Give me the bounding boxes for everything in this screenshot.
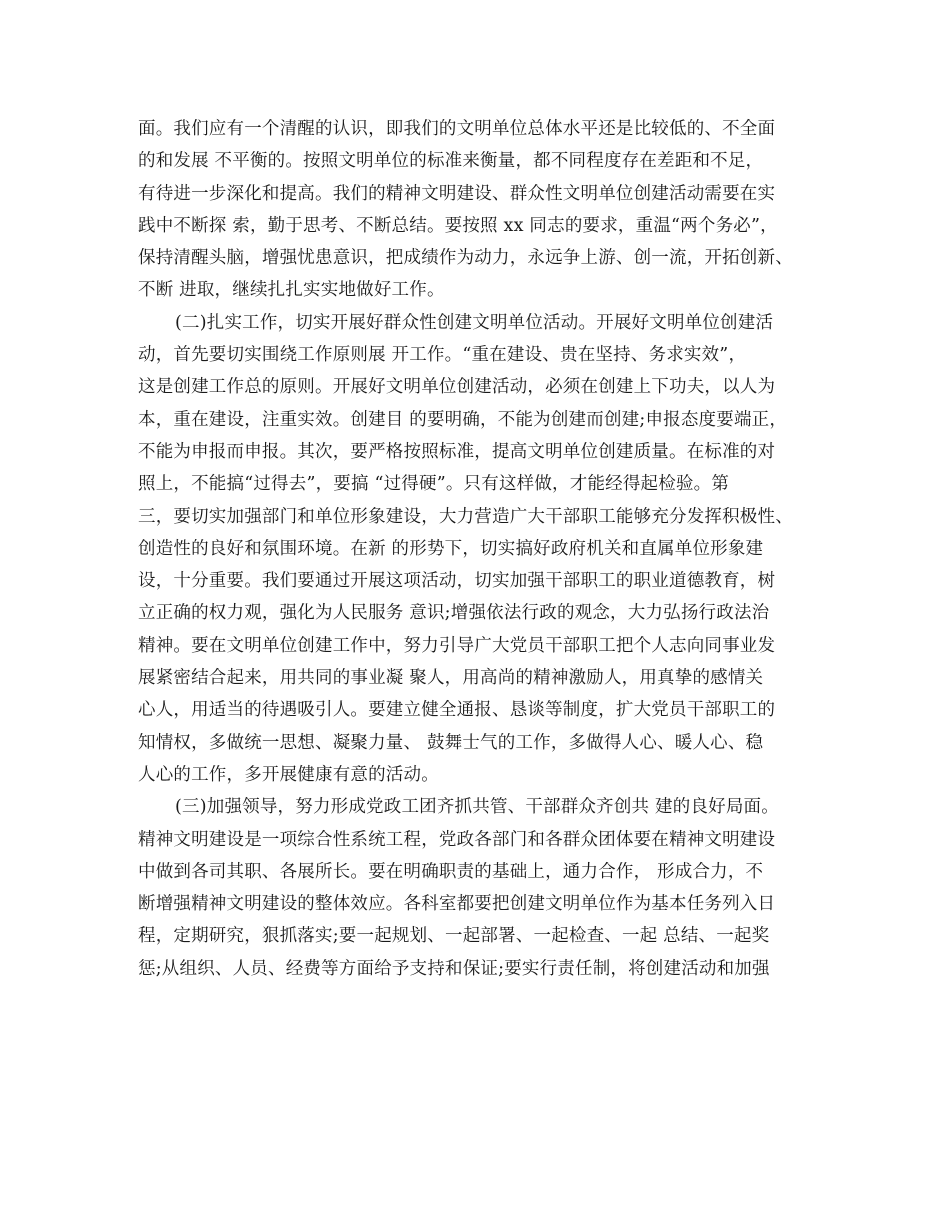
text-line: 知情权，多做统一思想、凝聚力量、 鼓舞士气的工作，多做得人心、暖人心、稳: [138, 732, 764, 753]
text-line: 不能为申报而申报。其次，要严格按照标准，提高文明单位创建质量。在标准的对: [138, 441, 776, 462]
text-line: 三，要切实加强部门和单位形象建设，大力营造广大干部职工能够充分发挥积极性、: [138, 506, 793, 527]
text-line: 立正确的权力观，强化为人民服务 意识;增强依法行政的观念，大力弘扬行政法治: [138, 603, 770, 624]
text-line: 有待进一步深化和提高。我们的精神文明建设、群众性文明单位创建活动需要在实: [138, 183, 776, 204]
text-line: 设，十分重要。我们要通过开展这项活动，切实加强干部职工的职业道德教育，树: [138, 571, 776, 592]
paragraph-start-line: (二)扎实工作，切实开展好群众性创建文明单位活动。开展好文明单位创建活: [175, 312, 774, 333]
paragraph-start-line: (三)加强领导，努力形成党政工团齐抓共管、干部群众齐创共 建的良好局面。: [175, 797, 779, 818]
text-line: 的和发展 不平衡的。按照文明单位的标准来衡量，都不同程度存在差距和不足，: [138, 151, 764, 172]
text-line: 保持清醒头脑，增强忧患意识，把成绩作为动力，永远争上游、创一流，开拓创新、: [138, 248, 793, 269]
text-line: 人心的工作，多开展健康有意的活动。: [138, 764, 439, 785]
text-line: 精神文明建设是一项综合性系统工程，党政各部门和各群众团体要在精神文明建设: [138, 829, 776, 850]
text-line: 精神。要在文明单位创建工作中，努力引导广大党员干部职工把个人志向同事业发: [138, 635, 776, 656]
text-line: 中做到各司其职、各展所长。要在明确职责的基础上，通力合作， 形成合力，不: [138, 861, 764, 882]
text-line: 照上，不能搞“过得去”，要搞 “过得硬”。只有这样做，才能经得起检验。第: [138, 474, 730, 495]
text-line: 惩;从组织、人员、经费等方面给予支持和保证;要实行责任制，将创建活动和加强: [138, 958, 770, 979]
text-line: 动，首先要切实围绕工作原则展 开工作。“重在建设、贵在坚持、务求实效”，: [138, 345, 747, 366]
text-line: 践中不断探 索，勤于思考、不断总结。要按照 xx 同志的要求，重温“两个务必”，: [138, 215, 778, 236]
text-line: 创造性的良好和氛围环境。在新 的形势下，切实搞好政府机关和直属单位形象建: [138, 538, 764, 559]
text-line: 断增强精神文明建设的整体效应。各科室都要把创建文明单位作为基本任务列入日: [138, 894, 776, 915]
text-line: 本，重在建设，注重实效。创建目 的要明确，不能为创建而创建;申报态度要端正，: [138, 409, 788, 430]
text-line: 不断 进取，继续扎扎实实地做好工作。: [138, 280, 445, 301]
text-line: 心人，用适当的待遇吸引人。要建立健全通报、恳谈等制度，扩大党员干部职工的: [138, 700, 776, 721]
document-body: [138, 113, 828, 985]
text-line: 展紧密结合起来，用共同的事业凝 聚人，用高尚的精神激励人，用真挚的感情关: [138, 668, 764, 689]
text-line: 面。我们应有一个清醒的认识，即我们的文明单位总体水平还是比较低的、不全面: [138, 119, 776, 139]
text-line: 这是创建工作总的原则。开展好文明单位创建活动，必须在创建上下功夫，以人为: [138, 377, 776, 398]
text-line: 程，定期研究，狠抓落实;要一起规划、一起部署、一起检查、一起 总结、一起奖: [138, 926, 770, 947]
